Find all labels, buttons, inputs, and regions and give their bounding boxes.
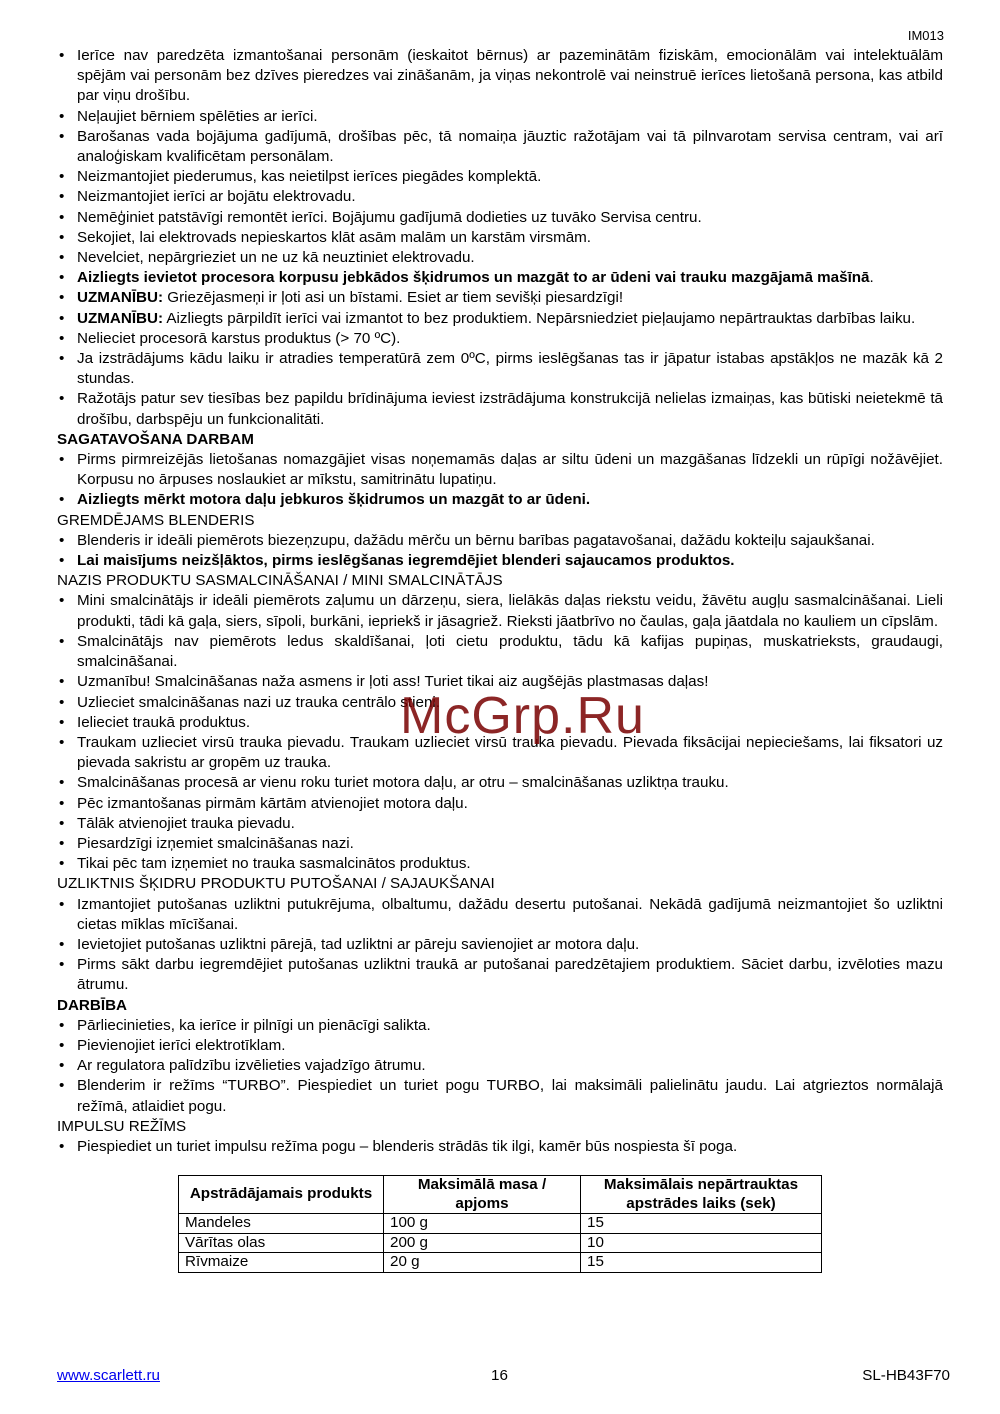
table-row [179, 1214, 822, 1234]
table-cell: Rīvmaize [179, 1253, 384, 1273]
document-body [57, 46, 943, 1273]
page-number: 16 [491, 1367, 508, 1384]
list-item [57, 591, 943, 631]
item-text: Mini smalcinātājs ir ideāli piemērots zaļumu un dārzeņu, siera, lielākās daļas riekstu veidu, žāvētu augļu sasmalcināšanai. Lieli produkti, tādi kā gaļa, siers, sīpoli, burkāni, iepriekš ir jāsagriež. Rieksti jāatbrīvo no čaulas, gaļa jāatdala no kauliem un cīpslām. [77, 592, 943, 630]
list-item [57, 208, 943, 228]
item-text: Tikai pēc tam izņemiet no trauka sasmalcinātos produktus. [77, 855, 471, 873]
list-item [57, 187, 943, 207]
list-item [57, 814, 943, 834]
list-item [57, 794, 943, 814]
list-item [57, 632, 943, 672]
list-item [57, 248, 943, 268]
item-text: Nevelciet, nepārgrieziet un ne uz kā neuztiniet elektrovadu. [77, 249, 475, 267]
list-item [57, 228, 943, 248]
section-subheading: NAZIS PRODUKTU SASMALCINĀŠANAI / MINI SMALCINĀTĀJS [57, 572, 503, 590]
list-item [57, 490, 943, 510]
list-item [57, 167, 943, 187]
item-text: Piespiediet un turiet impulsu režīma pogu – blenderis strādās tik ilgi, kamēr būs nospiesta šī poga. [77, 1137, 738, 1155]
table-cell: 15 [581, 1214, 822, 1234]
list-item [57, 1056, 943, 1076]
list-item [57, 1036, 943, 1056]
bullet-list [57, 895, 943, 996]
table-cell: 20 g [384, 1253, 581, 1273]
table-header-row [179, 1176, 822, 1214]
list-item [57, 551, 943, 571]
website-link[interactable]: www.scarlett.ru [57, 1367, 160, 1384]
table-cell: 10 [581, 1233, 822, 1253]
list-item [57, 1076, 943, 1116]
item-text: Smalcinātājs nav piemērots ledus skaldīšanai, ļoti cietu produktu, tādu kā kafijas pupiņas, muskatrieksts, graudaugi, smalcināšanai. [77, 632, 943, 671]
list-item [57, 309, 943, 329]
item-text: . [869, 269, 874, 287]
item-text: Ierīce nav paredzēta izmantošanai personām (ieskaitot bērnus) ar pazeminātām fiziskām, emocionālām vai intelektuālām spējām vai personām bez dzīves pieredzes vai zināšanām, ja viņas nekontrolē vai neinstruē ierīces lietošanā persona, kas atbild par viņu drošību. [77, 47, 943, 105]
list-item [57, 935, 943, 955]
list-item [57, 834, 943, 854]
item-text: Ar regulatora palīdzību izvēlieties vajadzīgo ātrumu. [77, 1057, 426, 1075]
table-row [179, 1233, 822, 1253]
section-subheading: IMPULSU REŽĪMS [57, 1117, 187, 1135]
item-text: Uzlieciet smalcināšanas nazi uz trauka centrālo stieni. [77, 693, 440, 711]
bullet-list [57, 1137, 943, 1157]
item-text: Ja izstrādājums kādu laiku ir atradies temperatūrā zem 0ºC, pirms ieslēgšanas tas ir jāpatur istabas apstākļos ne mazāk kā 2 stundas. [77, 350, 943, 388]
list-item [57, 288, 943, 308]
table-row [179, 1253, 822, 1273]
item-text: Pirms sākt darbu iegremdējiet putošanas uzliktni traukā ar putošanai paredzētajiem produktiem. Sāciet darbu, izvēloties mazu ātrumu. [77, 956, 943, 994]
table-header-cell: Apstrādājamais produkts [179, 1176, 384, 1214]
bullet-list [57, 450, 943, 511]
list-item [57, 46, 943, 107]
section-subheading: UZLIKTNIS ŠĶIDRU PRODUKTU PUTOŠANAI / SAJAUKŠANAI [57, 875, 495, 893]
item-text: Neizmantojiet ierīci ar bojātu elektrovadu. [77, 188, 356, 206]
item-text: Smalcināšanas procesā ar vienu roku turiet motora daļu, ar otru – smalcināšanas uzliktņa trauku. [77, 774, 729, 792]
item-text: Izmantojiet putošanas uzliktni putukrējuma, olbaltumu, dažādu desertu putošanai. Nekādā gadījumā neizmantojiet šo uzliktni cietas mīklas mīcīšanai. [77, 895, 943, 933]
list-item [57, 349, 943, 389]
item-text: Ražotājs patur sev tiesības bez papildu brīdinājuma ieviest izstrādājuma konstrukcijā nelielas izmaiņas, kas būtiski neietekmē tā drošību, darbspēju un funkcionalitāti. [77, 390, 943, 428]
table-header-cell: Maksimālā masa / apjoms [384, 1176, 581, 1214]
table-cell: 200 g [384, 1233, 581, 1253]
item-text: Neizmantojiet piederumus, kas neietilpst ierīces piegādes komplektā. [77, 168, 542, 186]
section-heading: SAGATAVOŠANA DARBAM [57, 430, 254, 448]
item-text: Sekojiet, lai elektrovads nepieskartos klāt asām malām un karstām virsmām. [77, 228, 592, 246]
list-item [57, 329, 943, 349]
item-text: Ievietojiet putošanas uzliktni pārejā, tad uzliktni ar pāreju savienojiet ar motora daļu. [77, 935, 640, 953]
item-text: Traukam uzlieciet virsū trauka pievadu. Traukam uzlieciet virsū trauka pievadu. Pievada fiksācijai nepieciešams, lai fiksatori uz pievada sakristu ar gropēm uz trauka. [77, 733, 943, 772]
list-item [57, 1016, 943, 1036]
table-cell: 100 g [384, 1214, 581, 1234]
item-text: Griezējasmeņi ir ļoti asi un bīstami. Esiet ar tiem sevišķi piesardzīgi! [163, 289, 624, 307]
list-item [57, 854, 943, 874]
item-text: Blenderim ir režīms “TURBO”. Piespiediet un turiet pogu TURBO, lai maksimāli palielinātu jaudu. Lai atgrieztos normālajā režīmā, atlaidiet pogu. [77, 1077, 943, 1115]
item-text: Pēc izmantošanas pirmām kārtām atvienojiet motora daļu. [77, 794, 468, 812]
list-item [57, 127, 943, 167]
item-text: Uzmanību! Smalcināšanas naža asmens ir ļoti ass! Turiet tikai aiz augšējās plastmasas daļas! [77, 673, 709, 691]
list-item [57, 1137, 943, 1157]
list-item [57, 955, 943, 995]
item-text: Pievienojiet ierīci elektrotīklam. [77, 1036, 286, 1054]
document-code: IM013 [907, 28, 944, 43]
table-header-cell: Maksimālais nepārtrauktas apstrādes laiks (sek) [581, 1176, 822, 1214]
processing-table [178, 1175, 822, 1273]
item-text: Tālāk atvienojiet trauka pievadu. [77, 814, 295, 832]
item-text: Ielieciet traukā produktus. [77, 713, 251, 731]
bullet-list [57, 1016, 943, 1117]
item-text: Nemēģiniet patstāvīgi remontēt ierīci. Bojājumu gadījumā dodieties uz tuvāko Servisa centru. [77, 208, 702, 226]
model-number: SL-HB43F70 [862, 1367, 950, 1384]
bold-text: Aizliegts ievietot procesora korpusu jebkādos šķidrumos un mazgāt to ar ūdeni vai trauku mazgājamā mašīnā [77, 269, 870, 287]
bold-text: Lai maisījums neizšļāktos, pirms ieslēgšanas iegremdējiet blenderi sajaucamos produktos. [77, 552, 735, 570]
bold-text: Aizliegts mērkt motora daļu jebkuros šķidrumos un mazgāt to ar ūdeni. [77, 491, 591, 509]
item-text: Aizliegts pārpildīt ierīci vai izmantot to bez produktiem. Nepārsniedziet pieļaujamo nepārtrauktas darbības laiku. [163, 309, 916, 327]
list-item [57, 389, 943, 429]
list-item [57, 268, 943, 288]
table-cell: 15 [581, 1253, 822, 1273]
bullet-list [57, 46, 943, 430]
item-text: Pirms pirmreizējās lietošanas nomazgājiet visas noņemamās daļas ar siltu ūdeni un mazgāšanas līdzekli un rūpīgi nožāvējiet. Korpusu no ārpuses noslaukiet ar mīkstu, samitrinātu lupatiņu. [77, 451, 943, 489]
item-text: Neļaujiet bērniem spēlēties ar ierīci. [77, 107, 318, 125]
item-text: Barošanas vada bojājuma gadījumā, drošības pēc, tā nomaiņa jāuztic ražotājam vai tā pilnvarotam servisa centram, vai arī analoģiskam kvalificētam personālam. [77, 127, 943, 166]
item-text: Nelieciet procesorā karstus produktus (> 70 ºC). [77, 329, 401, 347]
watermark: McGrp.Ru [400, 687, 645, 745]
bullet-list [57, 531, 943, 571]
bold-text: UZMANĪBU: [77, 289, 164, 307]
section-heading: DARBĪBA [57, 996, 128, 1014]
table-cell: Vārītas olas [179, 1233, 384, 1253]
table-cell: Mandeles [179, 1214, 384, 1234]
item-text: Blenderis ir ideāli piemērots biezeņzupu, dažādu mērču un bērnu barības pagatavošanai, dažādu kokteiļu sajaukšanai. [77, 531, 875, 549]
list-item [57, 450, 943, 490]
list-item [57, 895, 943, 935]
section-subheading: GREMDĒJAMS BLENDERIS [57, 511, 255, 529]
list-item [57, 531, 943, 551]
item-text: Pārliecinieties, ka ierīce ir pilnīgi un pienācīgi salikta. [77, 1016, 431, 1034]
item-text: Piesardzīgi izņemiet smalcināšanas nazi. [77, 834, 354, 852]
list-item [57, 773, 943, 793]
bold-text: UZMANĪBU: [77, 309, 164, 327]
list-item [57, 107, 943, 127]
